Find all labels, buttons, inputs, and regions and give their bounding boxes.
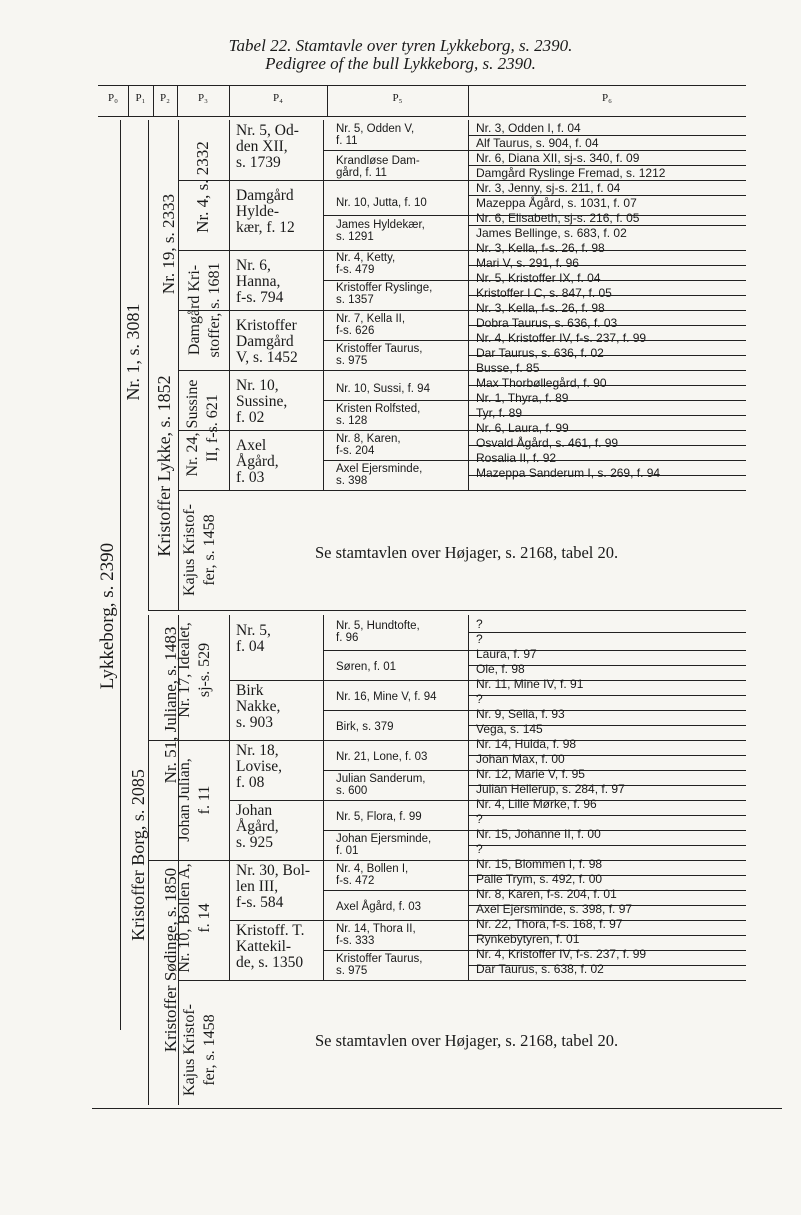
p4-dam-2: Nr. 18, Lovise, f. 08 xyxy=(236,742,283,791)
p5-dam-4: Nr. 21, Lone, f. 03 xyxy=(336,751,428,763)
p6-sire-17: Max Thorbøllegård, f. 90 xyxy=(476,376,607,390)
p6-dam-22: Nr. 4, Kristoffer IV, f-s. 237, f. 99 xyxy=(476,947,647,961)
p6-sire-5: Mazeppa Ågård, s. 1031, f. 07 xyxy=(476,196,637,210)
p6-dam-3: Ole, f. 98 xyxy=(476,662,525,676)
p6-dam-13: ? xyxy=(476,812,483,826)
p5-sire-6: Nr. 7, Kella II, f-s. 626 xyxy=(336,313,406,337)
p6-dam-17: Palle Trym, s. 492, f. 00 xyxy=(476,872,603,886)
p4-dam-1: Birk Nakke, s. 903 xyxy=(236,682,281,731)
column-header-p2: P₂ xyxy=(160,92,170,104)
table-title: Tabel 22. Stamtavle over tyren Lykkeborg, s. 2390. xyxy=(228,36,573,55)
p6-sire-9: Mari V, s. 291, f. 96 xyxy=(476,256,579,270)
p5-dam-0: Nr. 5, Hundtofte, f. 96 xyxy=(336,620,420,644)
p6-sire-18: Nr. 1, Thyra, f. 89 xyxy=(476,391,569,405)
p5-sire-1: Krandløse Dam- gård, f. 11 xyxy=(336,155,420,179)
p5-sire-2: Nr. 10, Jutta, f. 10 xyxy=(336,197,427,209)
p6-sire-1: Alf Taurus, s. 904, f. 04 xyxy=(476,136,599,150)
p6-sire-7: James Bellinge, s. 683, f. 02 xyxy=(476,226,627,240)
p6-sire-2: Nr. 6, Diana XII, sj-s. 340, f. 09 xyxy=(476,151,640,165)
p5-dam-10: Nr. 14, Thora II, f-s. 333 xyxy=(336,923,416,947)
p4-dam-3: Johan Ågård, s. 925 xyxy=(236,802,279,851)
p6-dam-0: ? xyxy=(476,617,483,631)
p5-dam-1: Søren, f. 01 xyxy=(336,661,397,673)
p6-sire-15: Dar Taurus, s. 636, f. 02 xyxy=(476,346,604,360)
p6-sire-16: Busse, f. 85 xyxy=(476,361,540,375)
p6-sire-21: Osvald Ågård, s. 461, f. 99 xyxy=(476,436,619,450)
p6-dam-6: Nr. 9, Sella, f. 93 xyxy=(476,707,565,721)
p3-dam-2: Nr. 10, Bollen A, f. 14 xyxy=(176,863,213,973)
p5-dam-6: Nr. 5, Flora, f. 99 xyxy=(336,811,422,823)
table-subtitle: Pedigree of the bull Lykkeborg, s. 2390. xyxy=(265,54,536,73)
p1-sire: Nr. 1, s. 3081 xyxy=(123,303,143,401)
p6-dam-1: ? xyxy=(476,632,483,646)
p6-dam-9: Johan Max, f. 00 xyxy=(476,752,565,766)
p5-sire-7: Kristoffer Taurus, s. 975 xyxy=(336,343,423,367)
p6-dam-11: Julian Hellerup, s. 284, f. 97 xyxy=(476,782,625,796)
p6-dam-5: ? xyxy=(476,692,483,706)
p6-dam-8: Nr. 14, Hulda, f. 98 xyxy=(476,737,577,751)
p6-dam-2: Laura, f. 97 xyxy=(476,647,537,661)
p5-sire-10: Nr. 8, Karen, f-s. 204 xyxy=(336,433,401,457)
p6-dam-12: Nr. 4, Lille Mørke, f. 96 xyxy=(476,797,597,811)
p6-sire-19: Tyr, f. 89 xyxy=(476,406,523,420)
p4-sire-1: Damgård Hylde- kær, f. 12 xyxy=(236,187,295,236)
p5-dam-9: Axel Ågård, f. 03 xyxy=(336,901,422,913)
p3-sire-a1: Nr. 4, s. 2332 xyxy=(193,141,212,233)
p5-sire-11: Axel Ejersminde, s. 398 xyxy=(336,463,423,487)
p6-sire-0: Nr. 3, Odden I, f. 04 xyxy=(476,121,581,135)
p1-dam: Kristoffer Borg, s. 2085 xyxy=(128,769,148,941)
p6-dam-14: Nr. 15, Johanne II, f. 00 xyxy=(476,827,601,841)
p4-sire-3: Kristoffer Damgård V, s. 1452 xyxy=(236,317,298,366)
p6-dam-18: Nr. 8, Karen, f-s. 204, f. 01 xyxy=(476,887,617,901)
p6-sire-22: Rosalia II, f. 92 xyxy=(476,451,557,465)
p5-dam-2: Nr. 16, Mine V, f. 94 xyxy=(336,691,437,703)
p5-dam-7: Johan Ejersminde, f. 01 xyxy=(336,833,432,857)
p4-sire-2: Nr. 6, Hanna, f-s. 794 xyxy=(236,257,284,306)
p6-sire-3: Damgård Ryslinge Fremad, s. 1212 xyxy=(476,166,666,180)
column-header-p3: P₃ xyxy=(198,92,208,104)
p6-dam-7: Vega, s. 145 xyxy=(476,722,543,736)
p6-dam-23: Dar Taurus, s. 638, f. 02 xyxy=(476,962,604,976)
column-header-p5: P₅ xyxy=(392,92,403,104)
p5-dam-8: Nr. 4, Bollen I, f-s. 472 xyxy=(336,863,409,887)
column-header-p6: P₆ xyxy=(602,92,612,104)
p6-sire-12: Nr. 3, Kella, f-s. 26, f. 98 xyxy=(476,301,605,315)
p6-sire-6: Nr. 6, Elisabeth, sj-s. 216, f. 05 xyxy=(476,211,640,225)
column-header-p0: P₀ xyxy=(108,92,118,104)
p6-dam-16: Nr. 15, Blommen I, f. 98 xyxy=(476,857,603,871)
p3-sire-a: Nr. 19, s. 2333 xyxy=(159,193,178,295)
p4-sire-0: Nr. 5, Od- den XII, s. 1739 xyxy=(236,122,299,171)
p3-sire-a2: Damgård Kri- stoffer, s. 1681 xyxy=(186,262,223,358)
dam-reference-note: Se stamtavlen over Højager, s. 2168, tabel 20. xyxy=(315,1031,619,1050)
sire-reference-note: Se stamtavlen over Højager, s. 2168, tabel 20. xyxy=(315,543,619,562)
p5-sire-3: James Hyldekær, s. 1291 xyxy=(336,219,425,243)
p6-dam-10: Nr. 12, Marie V, f. 95 xyxy=(476,767,585,781)
p5-dam-3: Birk, s. 379 xyxy=(336,721,394,733)
p5-sire-5: Kristoffer Ryslinge, s. 1357 xyxy=(336,282,433,306)
p6-sire-8: Nr. 3, Kella, f-s. 26, f. 98 xyxy=(476,241,605,255)
p4-dam-4: Nr. 30, Bol- len III, f-s. 584 xyxy=(236,862,311,911)
p4-sire-4: Nr. 10, Sussine, f. 02 xyxy=(236,377,288,426)
p3-sire-b: Nr. 24, Sussine II, f-s. 621 xyxy=(184,379,221,477)
p6-dam-15: ? xyxy=(476,842,483,856)
p6-dam-21: Rynkebytyren, f. 01 xyxy=(476,932,580,946)
p6-dam-19: Axel Ejersminde, s. 398, f. 97 xyxy=(476,902,633,916)
p3-dam-3: Kajus Kristof- fer, s. 1458 xyxy=(181,1004,218,1096)
p6-sire-10: Nr. 5, Kristoffer IX, f. 04 xyxy=(476,271,601,285)
p3-dam-1: Johan Julian, f. 11 xyxy=(176,758,213,842)
p4-sire-5: Axel Ågård, f. 03 xyxy=(236,437,279,486)
p2-dam-a: Nr. 51, Juliane, s. 1483 xyxy=(161,626,180,784)
p2-dam-b: Kristoffer Sødinge, s. 1850 xyxy=(161,867,180,1053)
p5-sire-4: Nr. 4, Ketty, f-s. 479 xyxy=(336,252,396,276)
p6-sire-13: Dobra Taurus, s. 636, f. 03 xyxy=(476,316,618,330)
p5-sire-8: Nr. 10, Sussi, f. 94 xyxy=(336,383,430,395)
p3-sire-c: Kajus Kristof- fer, s. 1458 xyxy=(181,504,218,596)
p0-animal: Lykkeborg, s. 2390 xyxy=(97,542,118,690)
p5-dam-11: Kristoffer Taurus, s. 975 xyxy=(336,953,423,977)
p6-sire-11: Kristoffer I C, s. 847, f. 05 xyxy=(476,286,612,300)
p6-sire-23: Mazeppa Sanderum I, s. 269, f. 94 xyxy=(476,466,661,480)
p5-sire-0: Nr. 5, Odden V, f. 11 xyxy=(336,123,415,147)
p5-sire-9: Kristen Rolfsted, s. 128 xyxy=(336,403,421,427)
p4-dam-0: Nr. 5, f. 04 xyxy=(236,622,271,655)
column-header-p1: P₁ xyxy=(135,92,146,104)
p2-sire-sire: Kristoffer Lykke, s. 1852 xyxy=(154,375,174,557)
column-header-p4: P₄ xyxy=(273,92,283,104)
p6-dam-4: Nr. 11, Mine IV, f. 91 xyxy=(476,677,584,691)
p6-dam-20: Nr. 22, Thora, f-s. 168, f. 97 xyxy=(476,917,623,931)
p6-sire-20: Nr. 6, Laura, f. 99 xyxy=(476,421,569,435)
p3-dam-0: Nr. 17, Idealet, sj-s. 529 xyxy=(176,622,213,718)
p5-dam-5: Julian Sanderum, s. 600 xyxy=(336,773,426,797)
p4-dam-5: Kristoff. T. Kattekil- de, s. 1350 xyxy=(236,922,305,971)
p6-sire-14: Nr. 4, Kristoffer IV, f-s. 237, f. 99 xyxy=(476,331,647,345)
p6-sire-4: Nr. 3, Jenny, sj-s. 211, f. 04 xyxy=(476,181,621,195)
